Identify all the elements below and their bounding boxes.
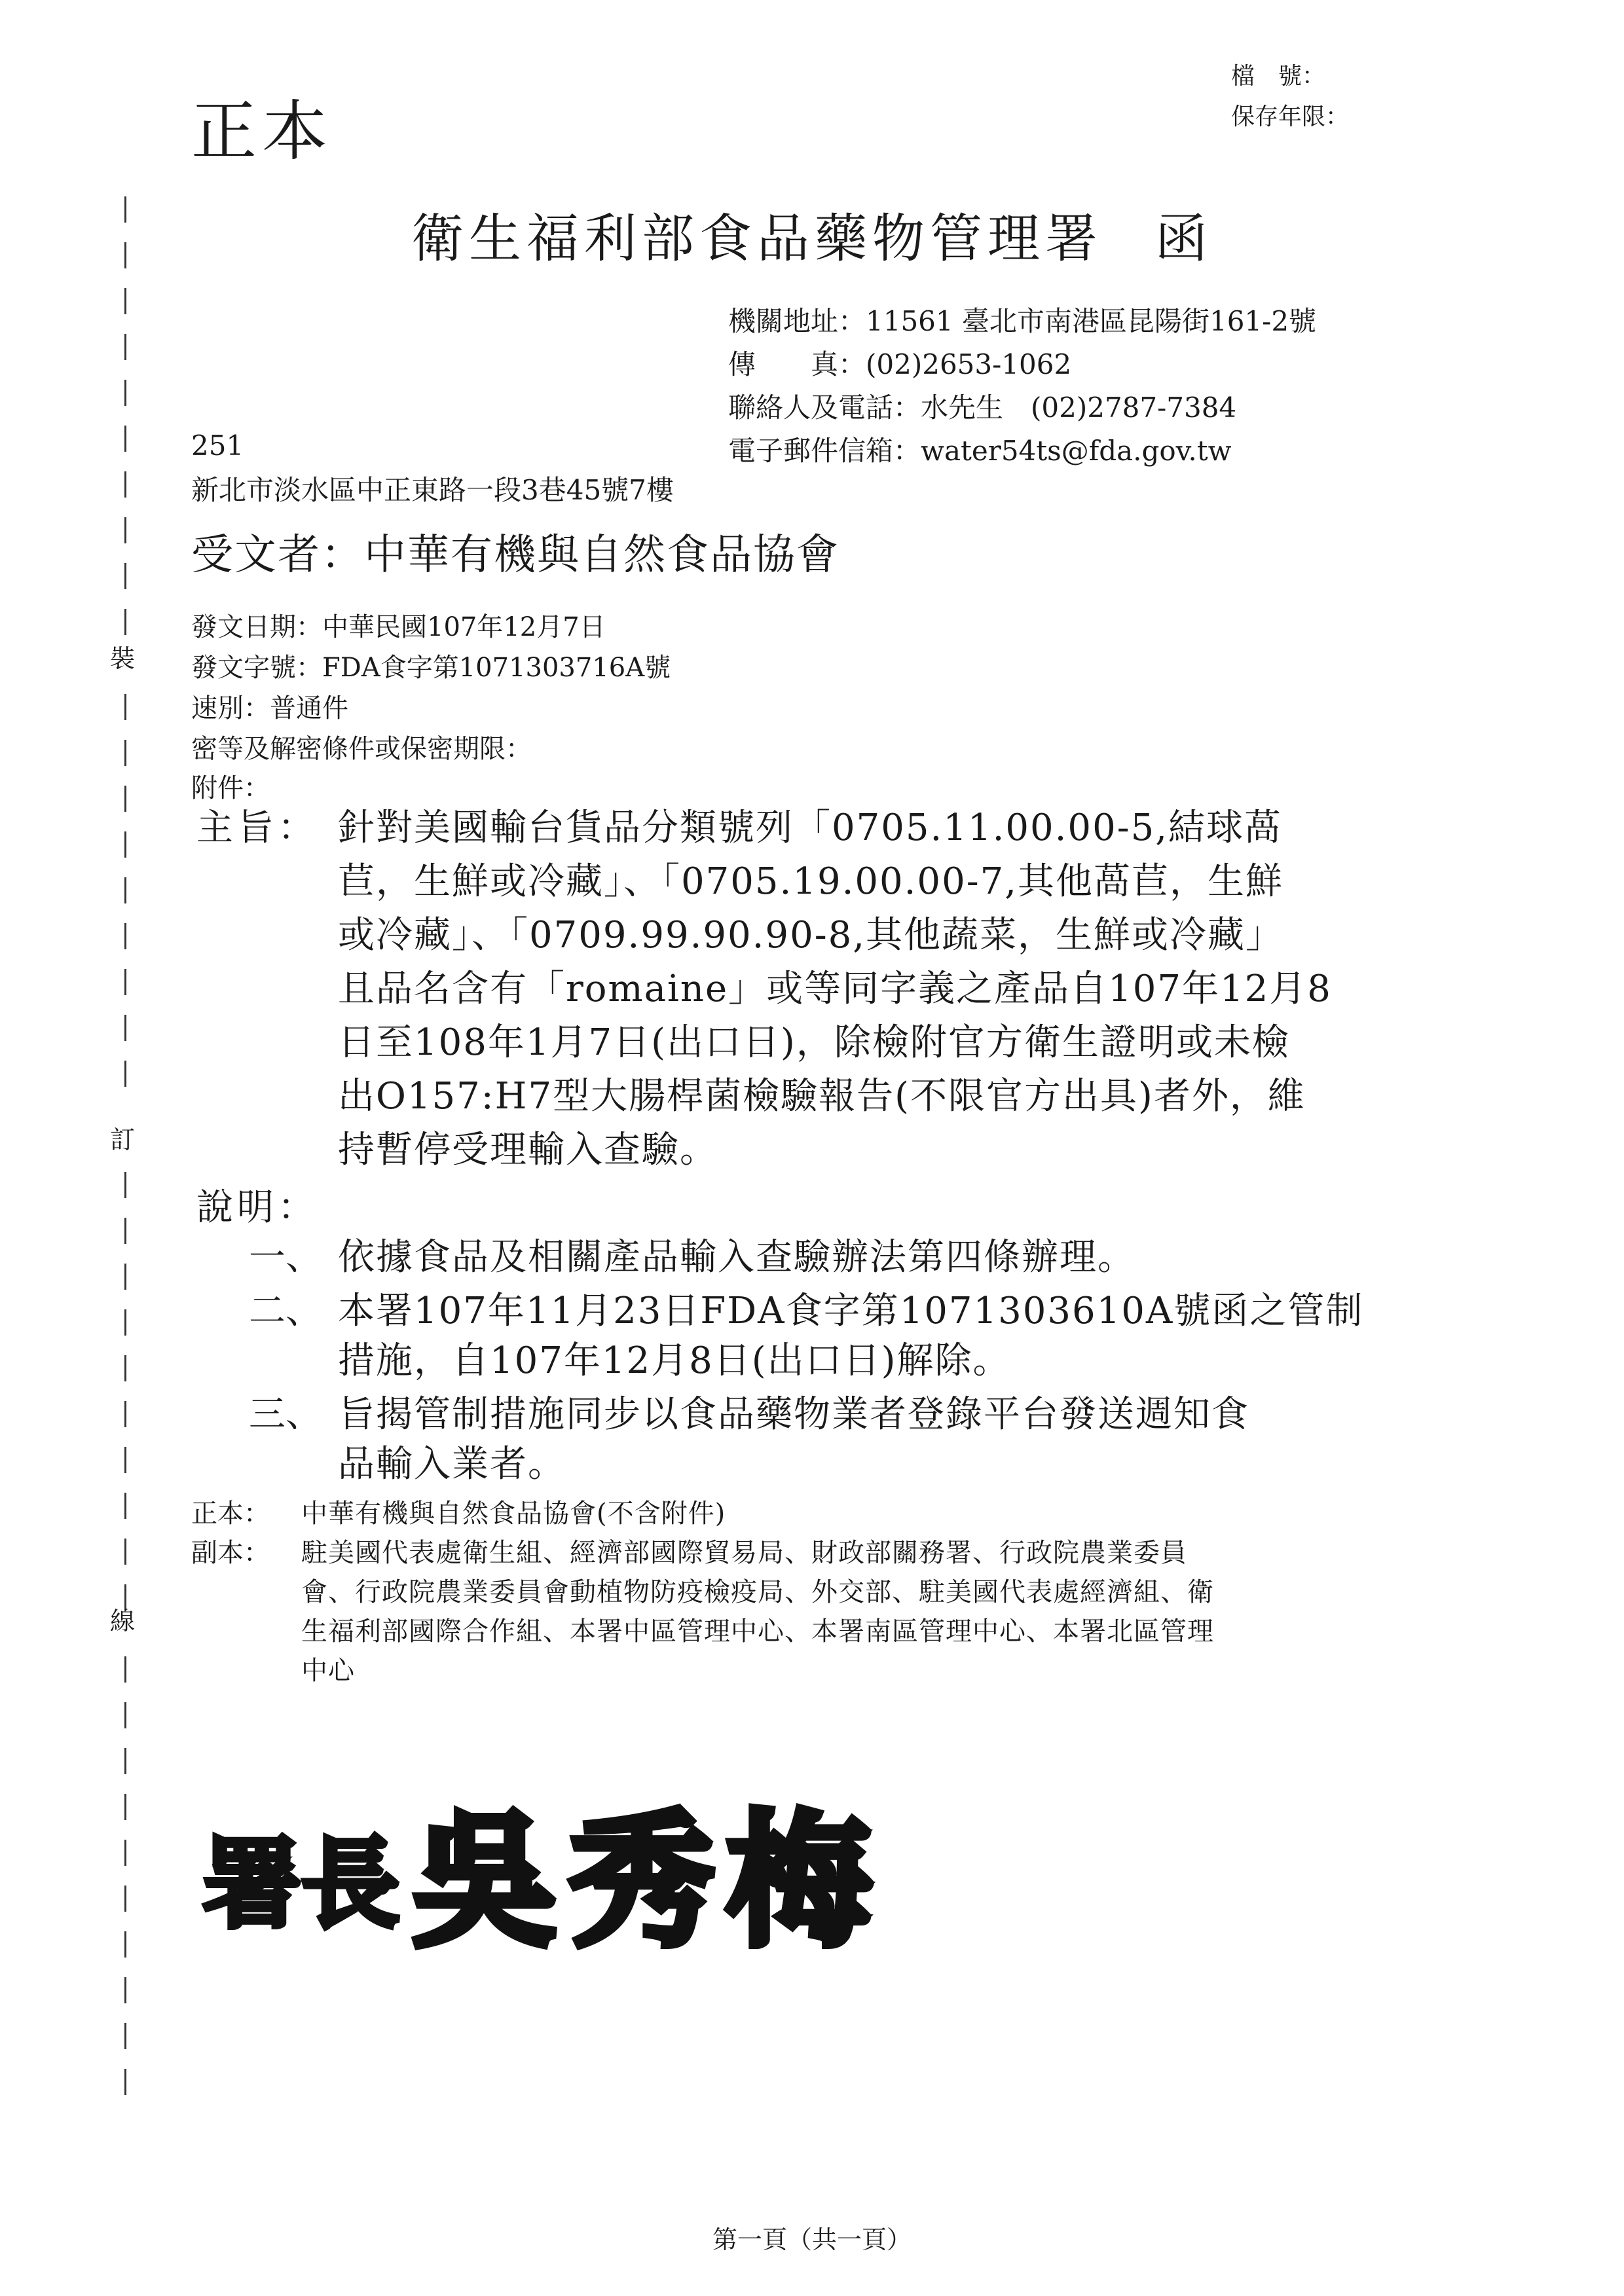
contact-address	[728, 300, 1316, 339]
subject-line: 日至108年1月7日(出口日)，除檢附官方衛生證明或未檢	[338, 1021, 1290, 1064]
security-level	[191, 728, 532, 765]
attachments-label: 附件：	[191, 773, 270, 803]
fax-label: 傳 真：	[728, 348, 866, 380]
explanation-item-line: 依據食品及相關產品輸入查驗辦法第四條辦理。	[338, 1236, 1135, 1279]
binding-line-segment	[124, 380, 126, 406]
binding-line-segment	[124, 1656, 126, 1683]
email-value: water54ts@fda.gov.tw	[921, 435, 1232, 467]
document-type: 函	[1155, 208, 1213, 269]
explanation-item-line: 措施，自107年12月8日(出口日)解除。	[338, 1339, 1011, 1382]
address-label: 機關地址：	[728, 305, 866, 337]
binding-char-staple: 訂	[110, 1125, 136, 1154]
contact-phone	[728, 386, 1236, 426]
copies-line: 會、行政院農業委員會動植物防疫檢疫局、外交部、駐美國代表處經濟組、衛	[301, 1577, 1214, 1607]
document-number	[191, 647, 671, 684]
signature-title: 署長	[203, 1827, 400, 1942]
binding-line-segment	[124, 1172, 126, 1198]
binding-line-segment	[124, 1493, 126, 1519]
binding-line-segment	[124, 1264, 126, 1290]
file-number-field	[1231, 58, 1325, 91]
subject-line: 或冷藏」、「0709.99.90.90-8,其他蔬菜，生鮮或冷藏」	[338, 914, 1284, 957]
letter-title	[0, 196, 1624, 272]
binding-line-segment	[124, 288, 126, 314]
binding-line-segment	[124, 426, 126, 452]
document-number-label: 發文字號：	[191, 653, 322, 683]
signature-image	[196, 1768, 917, 1964]
phone-value: 水先生 (02)2787-7384	[921, 392, 1237, 424]
recipient-name: 中華有機與自然食品協會	[364, 531, 840, 579]
binding-line-segment	[124, 1355, 126, 1381]
copies-label: 副本：	[191, 1538, 270, 1568]
binding-line-segment	[124, 1794, 126, 1820]
original-recipient-label: 正本：	[191, 1499, 270, 1529]
binding-line-segment	[124, 1539, 126, 1565]
retention-field	[1231, 98, 1349, 132]
explanation-item-line: 旨揭管制措施同步以食品藥物業者登錄平台發送週知食	[338, 1393, 1249, 1436]
binding-line-segment	[124, 1931, 126, 1958]
director-signature	[196, 1768, 917, 1967]
binding-line-segment	[124, 831, 126, 858]
binding-line-segment	[124, 1702, 126, 1728]
binding-line-segment	[124, 2069, 126, 2095]
subject-line: 苣，生鮮或冷藏」、「0705.19.00.00-7,其他萵苣，生鮮	[338, 860, 1284, 903]
delivery-speed	[191, 687, 348, 725]
explanation-item-number: 二、	[249, 1290, 322, 1332]
binding-line-segment	[124, 1886, 126, 1912]
document-number-value: FDA食字第1071303716A號	[322, 653, 671, 683]
binding-line-segment	[124, 694, 126, 720]
binding-char-line: 線	[110, 1607, 136, 1635]
issue-date-label: 發文日期：	[191, 612, 322, 642]
delivery-speed-value: 普通件	[270, 693, 348, 723]
binding-line-segment	[124, 1840, 126, 1866]
explanation-item-number: 一、	[249, 1236, 322, 1279]
binding-line-segment	[124, 1748, 126, 1774]
subject-line: 出O157:H7型大腸桿菌檢驗報告(不限官方出具)者外，維	[338, 1075, 1306, 1118]
issue-date	[191, 606, 606, 644]
issue-date-value: 中華民國107年12月7日	[322, 612, 606, 642]
address-value: 11561 臺北市南港區昆陽街161-2號	[866, 305, 1317, 337]
binding-line-segment	[124, 1218, 126, 1244]
explanation-item-number: 三、	[249, 1393, 322, 1436]
binding-line-segment	[124, 1401, 126, 1427]
binding-line-segment	[124, 877, 126, 903]
recipient-postal-code: 251	[191, 429, 244, 462]
explanation-label: 說明：	[196, 1186, 318, 1229]
phone-label: 聯絡人及電話：	[728, 392, 921, 424]
copies-line: 中心	[301, 1656, 355, 1686]
binding-line-segment	[124, 517, 126, 543]
contact-fax	[728, 343, 1071, 382]
agency-name: 衛生福利部食品藥物管理署	[411, 208, 1103, 269]
email-label: 電子郵件信箱：	[728, 435, 921, 467]
subject-line: 針對美國輸台貨品分類號列「0705.11.00.00-5,結球萵	[338, 807, 1283, 849]
copies-line: 生福利部國際合作組、本署中區管理中心、本署南區管理中心、本署北區管理	[301, 1616, 1214, 1647]
subject-label: 主旨：	[196, 807, 318, 849]
retention-label: 保存年限：	[1231, 103, 1350, 130]
binding-line-segment	[124, 609, 126, 635]
signature-name: 吳秀梅	[413, 1796, 885, 1964]
binding-line-segment	[124, 786, 126, 812]
explanation-item-line: 品輸入業者。	[338, 1443, 566, 1485]
copy-mark: 正本	[191, 93, 333, 170]
explanation-item-line: 本署107年11月23日FDA食字第1071303610A號函之管制	[338, 1290, 1364, 1332]
copies-line: 駐美國代表處衛生組、經濟部國際貿易局、財政部關務署、行政院農業委員	[301, 1538, 1187, 1568]
binding-line-segment	[124, 471, 126, 498]
binding-line-segment	[124, 563, 126, 589]
file-number-label: 檔 號：	[1231, 63, 1326, 90]
contact-email	[728, 429, 1232, 469]
recipient	[191, 521, 840, 581]
original-recipient: 中華有機與自然食品協會(不含附件)	[301, 1499, 726, 1529]
subject-line: 且品名含有「romaine」或等同字義之產品自107年12月8	[338, 968, 1332, 1010]
fax-value: (02)2653-1062	[866, 348, 1072, 380]
security-level-label: 密等及解密條件或保密期限：	[191, 734, 532, 764]
recipient-label: 受文者：	[191, 531, 364, 579]
binding-line-segment	[124, 1447, 126, 1473]
binding-line-segment	[124, 1309, 126, 1336]
binding-line-segment	[124, 1061, 126, 1087]
binding-line-segment	[124, 923, 126, 949]
binding-line-segment	[124, 1015, 126, 1041]
binding-line-segment	[124, 2023, 126, 2049]
binding-char-bind: 裝	[110, 644, 136, 673]
binding-line-segment	[124, 740, 126, 766]
binding-line-segment	[124, 334, 126, 360]
subject-line: 持暫停受理輸入查驗。	[338, 1129, 718, 1171]
delivery-speed-label: 速別：	[191, 693, 270, 723]
binding-line-segment	[124, 969, 126, 995]
recipient-address: 新北市淡水區中正東路一段3巷45號7樓	[191, 474, 674, 506]
binding-line-segment	[124, 1977, 126, 2003]
page-number: 第一頁（共一頁）	[712, 2225, 912, 2254]
